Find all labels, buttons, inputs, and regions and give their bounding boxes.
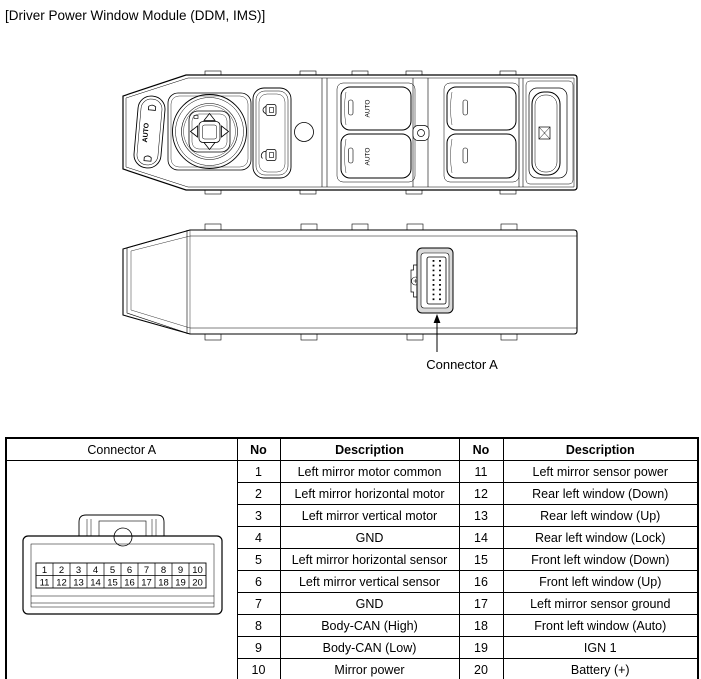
cell-description: Rear left window (Down) — [503, 483, 698, 505]
cell-description: Left mirror sensor ground — [503, 593, 698, 615]
cell-description: Rear left window (Up) — [503, 505, 698, 527]
rear-window-rocker-up — [447, 87, 516, 130]
cell-description: Body-CAN (Low) — [280, 637, 459, 659]
cell-description: Left mirror sensor power — [503, 461, 698, 483]
pin-number: 1 — [42, 565, 48, 576]
pin-number: 2 — [59, 565, 65, 576]
table-header-row — [6, 438, 698, 461]
front-window-rocker-up — [341, 87, 411, 130]
cell-description: GND — [280, 527, 459, 549]
cell-no: 8 — [237, 615, 280, 637]
table-row — [6, 461, 698, 483]
cell-description: GND — [280, 593, 459, 615]
connector-face-diagram — [7, 465, 236, 673]
cell-description: Front left window (Auto) — [503, 615, 698, 637]
fold-switch-auto-label: AUTO — [142, 122, 151, 143]
cell-no: 3 — [237, 505, 280, 527]
cell-no: 2 — [237, 483, 280, 505]
pin-number: 3 — [76, 565, 82, 576]
pin-number: 4 — [93, 565, 99, 576]
cell-no: 6 — [237, 571, 280, 593]
rocker-auto-label: AUTO — [364, 99, 372, 118]
cell-no: 11 — [459, 461, 503, 483]
cell-description: Left mirror motor common — [280, 461, 459, 483]
cell-description: IGN 1 — [503, 637, 698, 659]
pin-number: 18 — [158, 577, 170, 589]
pin-number: 15 — [107, 577, 119, 589]
door-lock-switch — [253, 88, 291, 178]
cell-no: 20 — [459, 659, 503, 679]
pin-number: 9 — [178, 565, 184, 576]
cell-description: Left mirror vertical sensor — [280, 571, 459, 593]
cell-no: 15 — [459, 549, 503, 571]
pin-number: 6 — [127, 565, 133, 576]
center-mounting-tab — [413, 126, 429, 141]
cell-no: 19 — [459, 637, 503, 659]
pin-number: 19 — [175, 577, 187, 589]
cell-description: Left mirror vertical motor — [280, 505, 459, 527]
cell-no: 16 — [459, 571, 503, 593]
cell-no: 18 — [459, 615, 503, 637]
cell-description: Battery (+) — [503, 659, 698, 679]
cell-no: 5 — [237, 549, 280, 571]
pin-number: 20 — [192, 577, 204, 589]
pin-number: 8 — [161, 565, 167, 576]
pin-number: 7 — [144, 565, 150, 576]
pin-number-grid — [36, 563, 206, 589]
pin-number: 10 — [192, 565, 204, 576]
col-header-description-1: Description — [280, 438, 459, 461]
pin-number: 11 — [39, 577, 50, 589]
rear-window-rocker-down — [447, 134, 516, 178]
module-side-view — [123, 224, 577, 372]
cell-no: 9 — [237, 637, 280, 659]
cell-description: Rear left window (Lock) — [503, 527, 698, 549]
module-top-view — [123, 71, 577, 194]
cell-description: Left mirror horizontal motor — [280, 483, 459, 505]
pin-number: 5 — [110, 565, 116, 576]
connector-face-cell — [6, 461, 237, 679]
connector-a-label: Connector A — [426, 357, 498, 372]
cell-no: 7 — [237, 593, 280, 615]
latch-hole-icon — [114, 528, 132, 546]
cell-no: 17 — [459, 593, 503, 615]
cell-no: 4 — [237, 527, 280, 549]
front-window-rocker-down — [341, 134, 411, 178]
cell-no: 13 — [459, 505, 503, 527]
cell-description: Front left window (Down) — [503, 549, 698, 571]
connector-latch-tab — [79, 515, 164, 546]
pin-number: 12 — [56, 577, 68, 589]
col-header-connector: Connector A — [6, 438, 237, 461]
col-header-description-2: Description — [503, 438, 698, 461]
connector-a — [411, 248, 453, 313]
col-header-no-1: No — [237, 438, 280, 461]
cell-description: Front left window (Up) — [503, 571, 698, 593]
cell-no: 10 — [237, 659, 280, 679]
cell-description: Left mirror horizontal sensor — [280, 549, 459, 571]
cell-description: Body-CAN (High) — [280, 615, 459, 637]
module-diagram — [0, 55, 701, 430]
cell-description: Mirror power — [280, 659, 459, 679]
mirror-fold-switch — [133, 95, 166, 169]
rocker-auto-label: AUTO — [364, 147, 372, 166]
pinout-table — [5, 437, 699, 679]
pinout-table-wrap — [5, 437, 699, 679]
pin-number: 17 — [141, 577, 153, 589]
pin-number: 16 — [124, 577, 136, 589]
cell-no: 14 — [459, 527, 503, 549]
pin-number: 14 — [90, 577, 102, 589]
cell-no: 12 — [459, 483, 503, 505]
cell-no: 1 — [237, 461, 280, 483]
page-title: [Driver Power Window Module (DDM, IMS)] — [5, 8, 266, 23]
pin-number: 13 — [73, 577, 85, 589]
col-header-no-2: No — [459, 438, 503, 461]
